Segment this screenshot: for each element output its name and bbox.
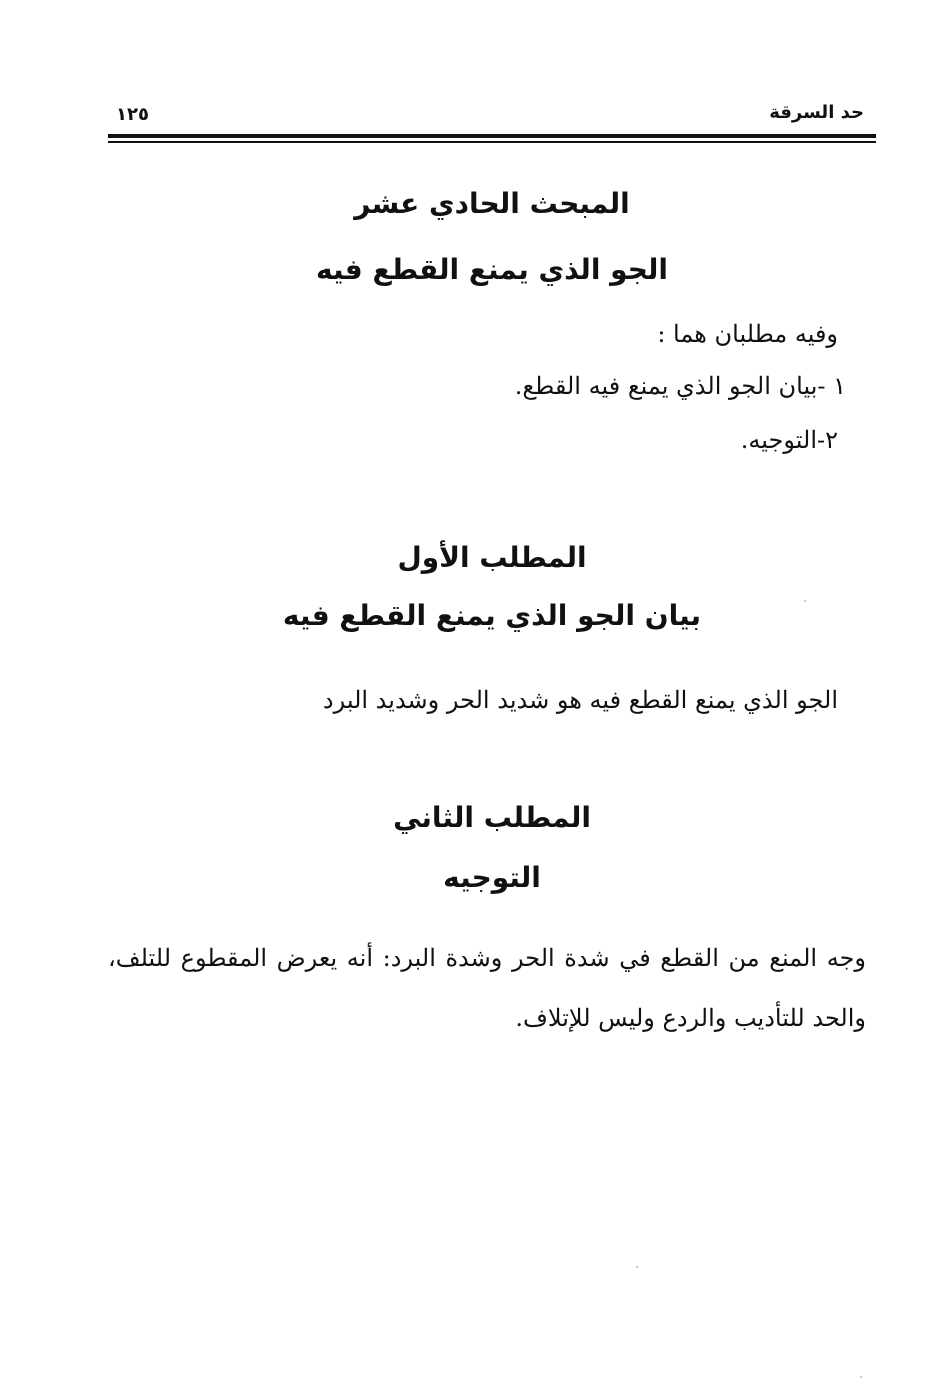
second-part-heading: المطلب الثاني [393, 801, 591, 834]
list-item-1: ١ -بيان الجو الذي يمنع فيه القطع. [514, 372, 846, 400]
first-part-subheading: بيان الجو الذي يمنع القطع فيه [282, 599, 702, 632]
header-rule-thin [108, 141, 876, 143]
section-heading: المبحث الحادي عشر [354, 187, 630, 220]
second-part-subheading: التوجيه [443, 861, 541, 894]
header-rule-thick [108, 134, 876, 138]
first-part-heading: المطلب الأول [397, 541, 587, 574]
running-header [108, 98, 864, 132]
scan-speck [860, 1376, 862, 1378]
first-part-text: الجو الذي يمنع القطع فيه هو شديد الحر وشديد البرد [322, 686, 838, 714]
section-intro: وفيه مطلبان هما : [657, 320, 838, 348]
page-number: ١٢٥ [116, 104, 149, 125]
list-item-2: ٢-التوجيه. [740, 426, 838, 454]
scan-speck [636, 1266, 638, 1268]
second-part-text: وجه المنع من القطع في شدة الحر وشدة البرد: أنه يعرض المقطوع للتلف، والحد للتأديب والردع وليس للإتلاف. [108, 944, 866, 1032]
scan-speck [804, 600, 806, 602]
section-subheading: الجو الذي يمنع القطع فيه [315, 253, 669, 286]
running-title: حد السرقة [769, 102, 864, 123]
